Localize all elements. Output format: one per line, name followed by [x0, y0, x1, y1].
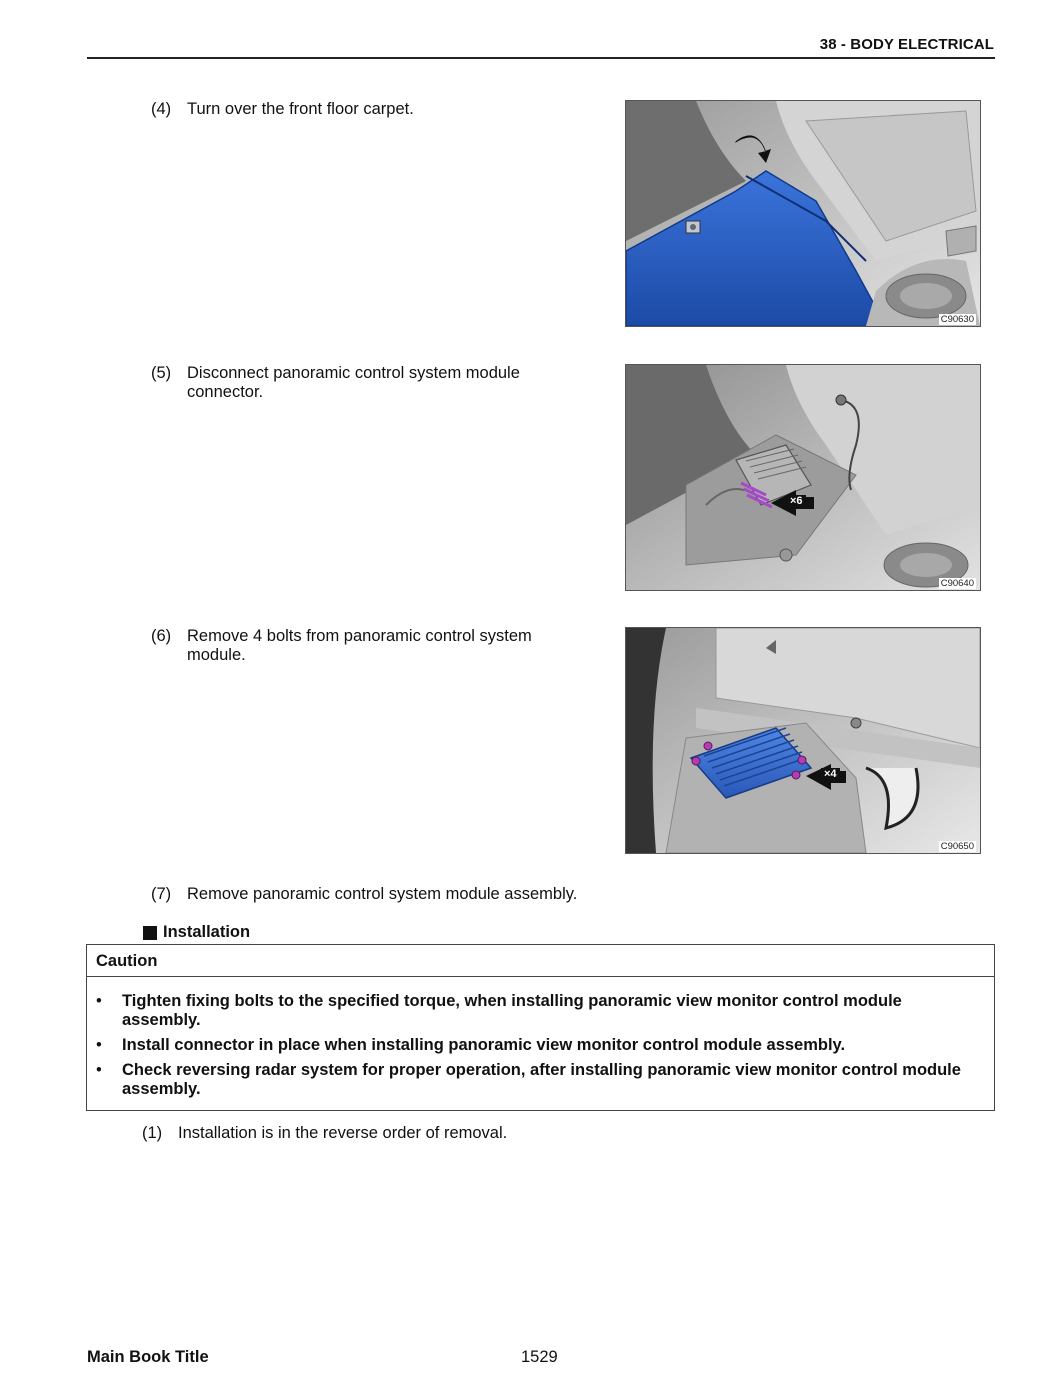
square-bullet-icon	[143, 926, 157, 940]
figure-code: C90650	[940, 841, 974, 852]
figure-module-bolts	[625, 627, 981, 854]
caution-box	[86, 944, 995, 1111]
bullet-icon: •	[96, 1036, 102, 1054]
caution-item	[87, 1061, 994, 1099]
caution-item-text: Tighten fixing bolts to the specified torque, when installing panoramic view monitor control module assembly.	[122, 992, 902, 1029]
step-number: (4)	[151, 100, 172, 118]
callout-count: ×6	[787, 495, 806, 507]
caution-item-text: Install connector in place when installing panoramic view monitor control module assembly.	[122, 1036, 846, 1054]
figure-code: C90630	[940, 314, 974, 325]
carpet-illustration	[626, 101, 980, 326]
caution-title: Caution	[87, 945, 994, 977]
book-title: Main Book Title	[87, 1348, 209, 1366]
step-number: (7)	[151, 885, 172, 903]
header-divider	[87, 57, 995, 59]
installation-heading-label: Installation	[163, 923, 251, 941]
step-text: Remove 4 bolts from panoramic control system module.	[187, 627, 532, 664]
page-number: 1529	[521, 1348, 558, 1366]
module-bolts-illustration	[626, 628, 980, 853]
step-text: Remove panoramic control system module assembly.	[187, 885, 578, 903]
bullet-icon: •	[96, 1061, 102, 1079]
installation-heading	[143, 923, 250, 942]
step-number: (1)	[142, 1124, 163, 1142]
callout-count: ×4	[821, 768, 840, 780]
connector-illustration	[626, 365, 980, 590]
step-text: Installation is in the reverse order of removal.	[178, 1124, 508, 1142]
figure-module-connector	[625, 364, 981, 591]
section-title: 38 - BODY ELECTRICAL	[819, 36, 994, 53]
step-number: (6)	[151, 627, 172, 645]
step-text: Turn over the front floor carpet.	[187, 100, 414, 118]
figure-code: C90640	[940, 578, 974, 589]
caution-item	[87, 992, 994, 1030]
bullet-icon: •	[96, 992, 102, 1010]
step-text: Disconnect panoramic control system module connector.	[187, 364, 520, 401]
figure-front-floor-carpet	[625, 100, 981, 327]
caution-item-text: Check reversing radar system for proper operation, after installing panoramic view monitor control module assembly.	[122, 1061, 961, 1098]
caution-item	[87, 1036, 994, 1055]
step-number: (5)	[151, 364, 172, 382]
caution-list	[87, 977, 994, 1099]
